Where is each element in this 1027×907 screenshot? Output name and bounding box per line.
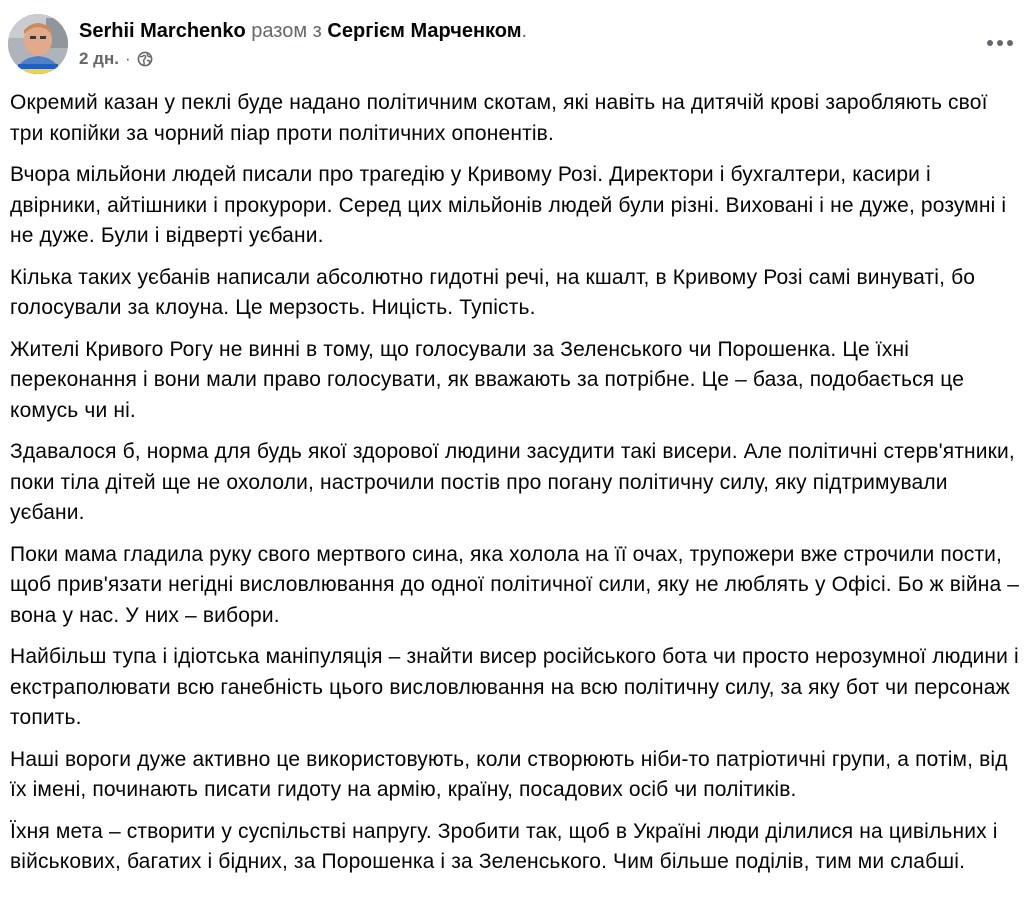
post-timestamp-link[interactable]: 2 дн. (79, 49, 119, 68)
post-paragraph: Вчора мільйони людей писали про трагедію у Кривому Розі. Директори і бухгалтери, касири і двірники, айтішники і прокурори. Серед цих мільйонів людей були різні. Виховані і не дуже, розумні і не дуже. Були і відверті уєбани. (10, 163, 1007, 247)
tagged-suffix: . (521, 20, 528, 42)
more-options-icon (997, 40, 1003, 46)
post-paragraph: Кілька таких уєбанів написали абсолютно гидотні речі, на кшалт, в Кривому Розі самі винуваті, бо голосували за клоуна. Це мерзость. Ницість. Тупість. (10, 265, 976, 319)
post-paragraph: Наші вороги дуже активно це використовують, коли створюють ніби-то патріотичні групи, а потім, від їх імені, починають писати гидоту на армію, країну, посадових осіб чи політиків. (10, 747, 1008, 801)
more-options-button[interactable] (983, 30, 1017, 56)
post-paragraph: Здавалося б, норма для будь якої здорової людини засудити такі висери. Але політичні стерв'ятники, поки тіла дітей ще не охололи, настрочили постів про погану політичну силу, яку підтримували уєбани. (10, 440, 1015, 524)
globe-icon[interactable] (137, 51, 153, 67)
more-options-icon (1007, 40, 1013, 46)
author-line (79, 18, 527, 44)
tagged-person-link[interactable]: Сергієм Марченком (327, 20, 522, 42)
post-header (8, 14, 1019, 76)
author-name-link[interactable]: Serhii Marchenko (79, 20, 246, 42)
with-word: разом з (251, 20, 322, 42)
post-paragraph: Жителі Кривого Рогу не винні в тому, що голосували за Зеленського чи Порошенка. Це їхні переконання і вони мали право голосувати, як вважають за потрібне. Це – база, подобається це комусь чи ні. (10, 337, 965, 422)
post-paragraph: Окремий казан у пеклі буде надано політичним скотам, які навіть на дитячій крові заробляють свої три копійки за чорний піар проти політичних опонентів. (10, 91, 988, 145)
more-options-icon (987, 40, 993, 46)
author-avatar[interactable] (8, 14, 68, 74)
post-body (10, 88, 1022, 889)
post-paragraph: Найбільш тупа і ідіотська маніпуляція – знайти висер російського бота чи просто нерозумної людини і екстраполювати всю ганебність цього висловлювання на всю політичну силу, за яку бот чи персонаж топить. (10, 645, 1019, 729)
post-paragraph: Їхня мета – створити у суспільстві напругу. Зробити так, щоб в Україні люди ділилися на цивільних і військових, багатих і бідних, за Порошенка і за Зеленського. Чим більше поділів, тим ми слабші. (10, 819, 998, 873)
post-meta (79, 48, 153, 70)
meta-separator: · (124, 49, 131, 68)
post-paragraph: Поки мама гладила руку свого мертвого сина, яка холола на її очах, трупожери вже строчили пости, щоб прив'язати негідні висловлювання до одної політичної сили, яку не люблять у Офісі. Бо ж війна – вона у нас. У них – вибори. (10, 542, 1020, 627)
avatar-photo-icon (8, 14, 68, 74)
